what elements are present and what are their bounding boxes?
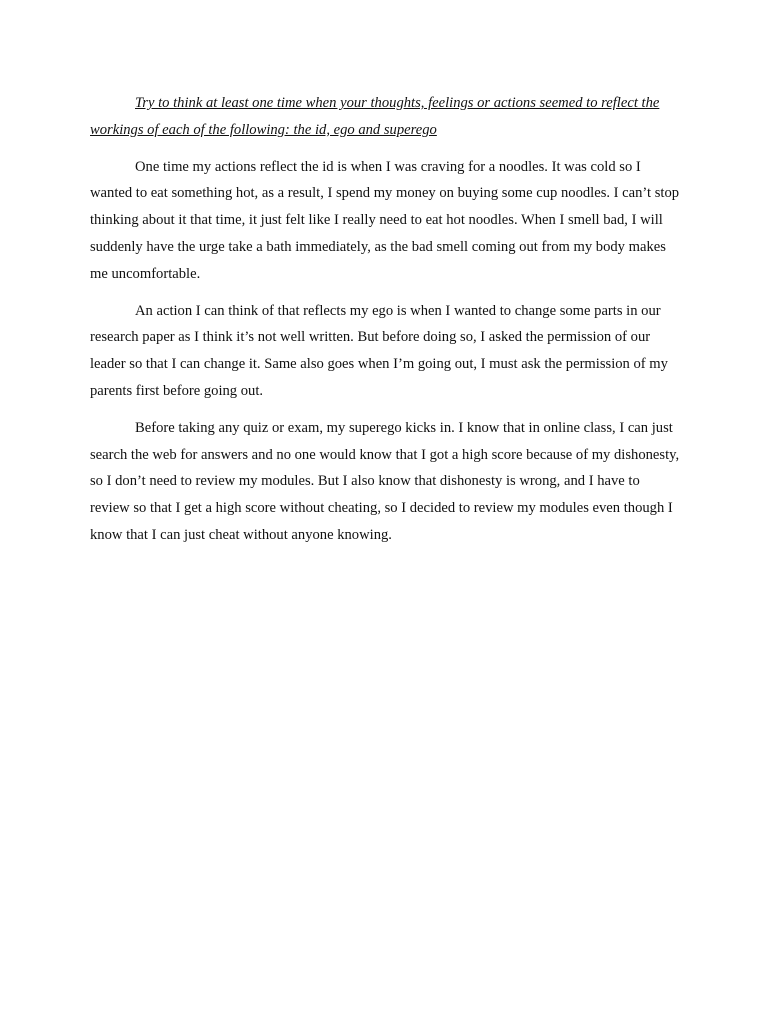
paragraph-superego: Before taking any quiz or exam, my superego kicks in. I know that in online class, I can just search the web for answers and no one would know that I got a high score because of my dishonesty, so I don’t need to review my modules. But I also know that dishonesty is wrong, and I have to review so that I get a high score without cheating, so I decided to review my modules even though I know that I can just cheat without anyone knowing. (90, 419, 680, 543)
paragraph-ego: An action I can think of that reflects my ego is when I wanted to change some parts in our research paper as I think it’s not well written. But before doing so, I asked the permission of our leader so that I can change it. Same also goes when I’m going out, I must ask the permission of my parents first before going out. (90, 302, 668, 399)
essay-prompt: Try to think at least one time when your thoughts, feelings or actions seemed to reflect the workings of each of the following: the id, ego and superego (90, 95, 660, 138)
document-body (90, 90, 680, 559)
paragraph-id: One time my actions reflect the id is when I was craving for a noodles. It was cold so I wanted to eat something hot, as a result, I spend my money on buying some cup noodles. I can’t stop thinking about it that time, it just felt like I really need to eat hot noodles. When I smell bad, I will suddenly have the urge take a bath immediately, as the bad smell coming out from my body makes me uncomfortable. (90, 158, 680, 282)
